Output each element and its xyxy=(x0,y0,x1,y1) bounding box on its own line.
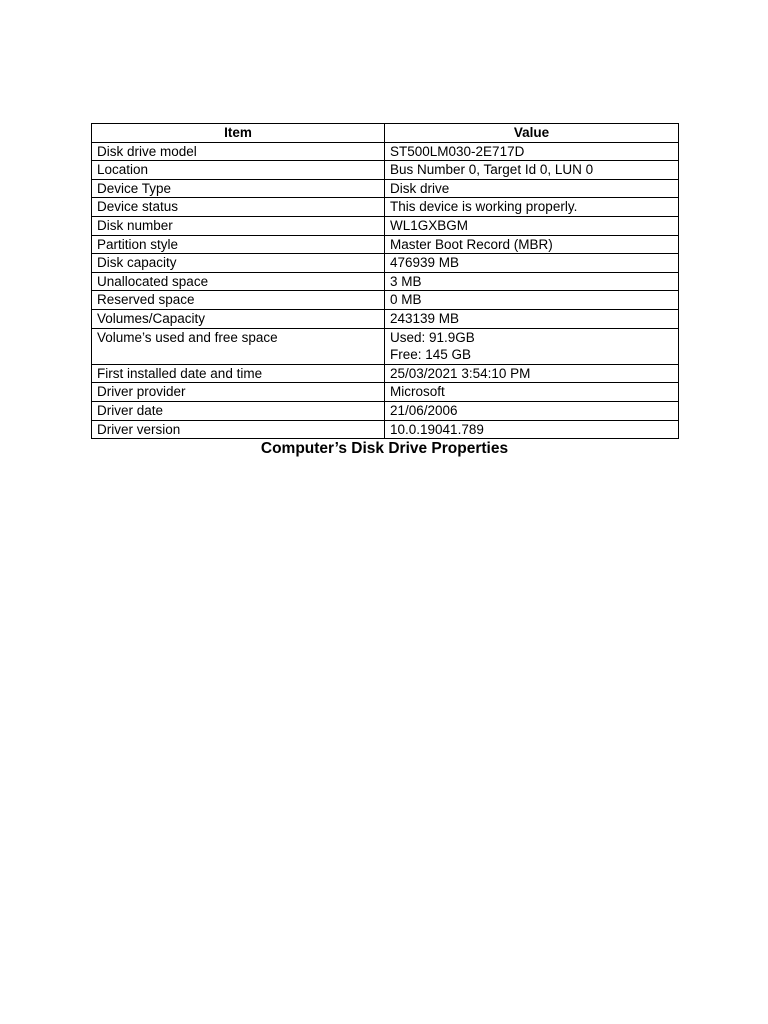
row-item-cell: Unallocated space xyxy=(92,272,385,291)
row-value-cell xyxy=(385,328,679,364)
row-item-cell: Volume’s used and free space xyxy=(92,328,385,364)
row-value-cell xyxy=(385,272,679,291)
table-row xyxy=(92,383,679,402)
table-row xyxy=(92,254,679,273)
row-value-cell xyxy=(385,291,679,310)
row-item-cell: Device status xyxy=(92,198,385,217)
table-row xyxy=(92,364,679,383)
row-value-line: Bus Number 0, Target Id 0, LUN 0 xyxy=(390,162,594,178)
row-value-line: 0 MB xyxy=(390,292,422,308)
table-header-row xyxy=(92,124,679,143)
row-item-cell: Volumes/Capacity xyxy=(92,309,385,328)
table-row xyxy=(92,161,679,180)
header-item: Item xyxy=(92,124,385,143)
row-value-line: 476939 MB xyxy=(390,255,460,271)
row-value-line: Used: 91.9GB xyxy=(390,329,475,345)
table-row xyxy=(92,272,679,291)
table-row xyxy=(92,235,679,254)
row-value-line: 3 MB xyxy=(390,273,422,289)
row-item-cell: Partition style xyxy=(92,235,385,254)
table-row xyxy=(92,291,679,310)
row-item-cell: Reserved space xyxy=(92,291,385,310)
row-value-cell xyxy=(385,364,679,383)
header-value: Value xyxy=(385,124,679,143)
row-value-cell xyxy=(385,216,679,235)
row-value-cell xyxy=(385,179,679,198)
row-item-cell: Location xyxy=(92,161,385,180)
row-value-line: Microsoft xyxy=(390,384,445,400)
row-value-line: 10.0.19041.789 xyxy=(390,421,484,437)
row-item-cell: Driver date xyxy=(92,401,385,420)
row-value-cell xyxy=(385,401,679,420)
table-row xyxy=(92,401,679,420)
row-item-cell: Disk number xyxy=(92,216,385,235)
table-row xyxy=(92,309,679,328)
row-value-line: 243139 MB xyxy=(390,310,460,326)
row-value-cell xyxy=(385,142,679,161)
row-value-line: This device is working properly. xyxy=(390,199,578,215)
row-value-line: Master Boot Record (MBR) xyxy=(390,236,553,252)
row-value-cell xyxy=(385,235,679,254)
disk-properties-table xyxy=(91,123,679,439)
row-item-cell: Disk drive model xyxy=(92,142,385,161)
row-item-cell: Driver provider xyxy=(92,383,385,402)
table-caption: Computer’s Disk Drive Properties xyxy=(260,440,509,457)
row-value-cell xyxy=(385,254,679,273)
table-body xyxy=(92,142,679,439)
table-row xyxy=(92,420,679,439)
table-row xyxy=(92,142,679,161)
row-value-cell xyxy=(385,420,679,439)
row-item-cell: Disk capacity xyxy=(92,254,385,273)
row-value-cell xyxy=(385,383,679,402)
table-row xyxy=(92,328,679,364)
row-value-line: ST500LM030-2E717D xyxy=(390,143,525,159)
row-value-line: 25/03/2021 3:54:10 PM xyxy=(390,365,531,381)
row-value-line: WL1GXBGM xyxy=(390,217,469,233)
row-item-cell: Device Type xyxy=(92,179,385,198)
row-item-cell: First installed date and time xyxy=(92,364,385,383)
table-row xyxy=(92,179,679,198)
table-row xyxy=(92,216,679,235)
row-value-line: Disk drive xyxy=(390,180,450,196)
row-value-cell xyxy=(385,161,679,180)
row-value-cell xyxy=(385,309,679,328)
row-value-cell xyxy=(385,198,679,217)
row-value-line: Free: 145 GB xyxy=(390,347,472,363)
table-row xyxy=(92,198,679,217)
row-item-cell: Driver version xyxy=(92,420,385,439)
row-value-line: 21/06/2006 xyxy=(390,402,458,418)
